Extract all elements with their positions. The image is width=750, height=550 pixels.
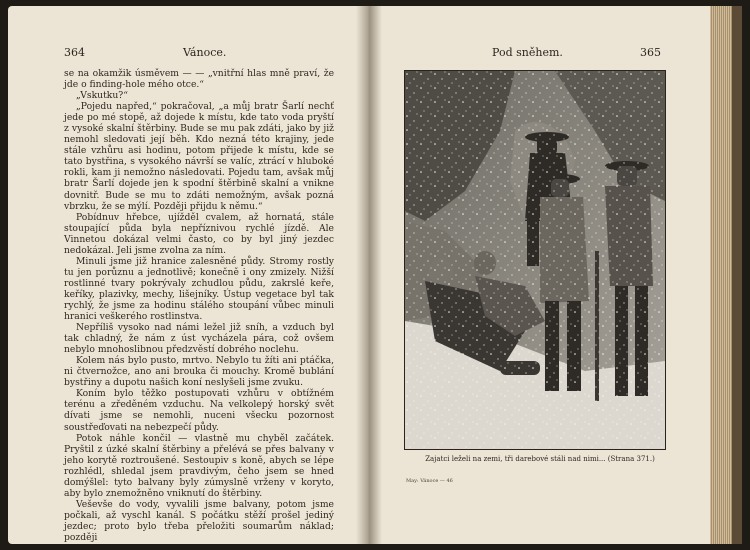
paragraph: se na okamžik úsměvem — — „vnitřní hlas mně praví, že jde o finding-hole mého otce.“ — [64, 68, 334, 91]
running-head-right: Pod sněhem. — [492, 46, 563, 59]
book-gutter — [356, 6, 382, 544]
engraving-image — [405, 71, 665, 449]
paragraph: Kolem nás bylo pusto, mrtvo. Nebylo tu žíti ani ptáčka, ni čtvernožce, ano ani brouka či mouchy. Kromě bublání bystřiny a dupotu našich koní neslyšeli jsme zvuku. — [64, 355, 334, 389]
paragraph: „Vskutku?“ — [76, 90, 128, 102]
right-page — [370, 6, 710, 544]
page-number-left: 364 — [64, 46, 85, 59]
running-head-left: Vánoce. — [183, 46, 227, 59]
page-number-right: 365 — [640, 46, 661, 59]
paragraph: Nepříliš vysoko nad námi ležel již sníh, a vzduch byl tak chladný, že nám z úst vycházela pára, což ovšem nebylo mnohoslibnou předzvěstí dobrého noclehu. — [64, 322, 334, 356]
open-book — [8, 6, 742, 544]
body-text-left — [64, 68, 334, 543]
paragraph: Minuli jsme již hranice zalesněné půdy. Stromy rostly tu jen porůznu a jednotlivě; konečně i ony zmizely. Nižší rostlinné tvary pokrývaly zchudlou půdu, zakrslé keře, keříky, plazivky, mechy, lišejníky. Ústup vegetace byl tak rychlý, že jsme za hodinu stálého stoupání vůbec minuli hranici veškerého rostlinstva. — [64, 255, 334, 323]
paragraph: Potok náhle končil — vlastně mu chyběl začátek. Pryštil z úzké skalní štěrbiny a přelévá se přes balvany v jeho korytě roztroušené. Sestoupiv s koně, abych se lépe rozhlédl, shledal jsem pravdivým, čeho jsem se hned domýšlel: tyto balvany byly zúmyslně vrženy v koryto, aby bylo znemožněno vniknutí do štěrbiny. — [64, 432, 334, 499]
paragraph: Pobídnuv hřebce, ujížděl cvalem, až hornatá, stále stoupající půda byla nepříznivou rychlé jízdě. Ale Vinnetou dokázal velmi často, co by byl jiný jezdec nedokázal. Jeli jsme zvolna za ním. — [64, 211, 334, 256]
left-page — [8, 6, 370, 544]
page-edges — [710, 6, 742, 544]
signature-mark: May: Vánoce — 46 — [406, 478, 453, 484]
paragraph: Veševše do vody, vyvalili jsme balvany, potom jsme počkali, až vyschl kanál. S počátku stěží prošel jediný jezdec; proto bylo třeba přeložiti soumarům náklad; později — [64, 498, 334, 543]
paragraph: „Pojedu napřed,“ pokračoval, „a můj bratr Šarlí nechť jede po mé stopě, až dojede k místu, kde tato voda pryští z vysoké skalní štěrbiny. Bude se mu pak zdáti, jako by již nemohl sledovati její běh. Kdo nezná této krajiny, jede stále vzhůru asi hodinu, potom přijede k místu, kde se tato bystřina, s vysokého návrší se valíc, ztrácí v hluboké rokli, kam ji nemožno následovati. Pojedu tam, avšak můj bratr Šarlí dojede jen k spodní štěrbině skalní a vnikne dovnitř. Bude se mu to zdáti nemožným, avšak pozná vbrzku, že se mýlí. Později přijdu k němu.“ — [64, 101, 334, 212]
illustration-snow-scene — [404, 70, 666, 450]
illustration-caption: Zajatci leželi na zemi, tři darebové stáli nad nimi... (Strana 371.) — [425, 455, 655, 463]
paragraph: Koním bylo těžko postupovati vzhůru v obtížném terénu a zředěném vzduchu. Na velkolepý horský svět dívati jsme se nemohli, nuceni všecku pozornost soustřeďovati na nebezpečí půdy. — [64, 388, 334, 433]
